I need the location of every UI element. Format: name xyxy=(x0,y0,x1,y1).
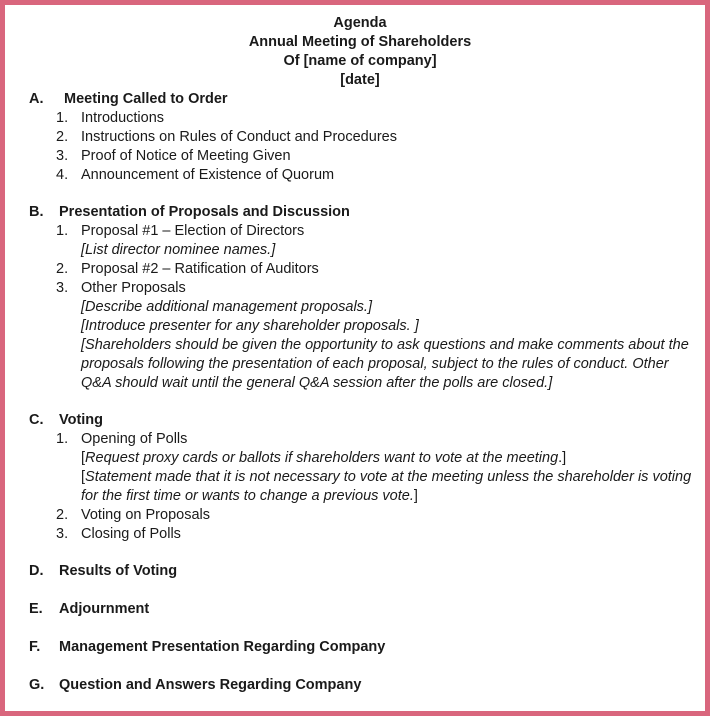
agenda-note xyxy=(81,487,418,506)
item-number: 1. xyxy=(56,110,69,126)
agenda-item: Announcement of Existence of Quorum xyxy=(81,167,335,183)
company-name: Of [name of company] xyxy=(283,53,437,69)
agenda-item: Instructions on Rules of Conduct and Procedures xyxy=(81,129,397,145)
agenda-note xyxy=(81,468,691,487)
agenda-item: Proposal #1 – Election of Directors xyxy=(81,223,305,239)
section-g-letter: G. xyxy=(29,677,45,693)
section-a-letter: A. xyxy=(29,91,44,107)
agenda-note: [Shareholders should be given the opportunity to ask questions and make comments about the xyxy=(81,337,689,353)
item-number: 3. xyxy=(56,148,69,164)
note-bracket-close: ] xyxy=(413,488,418,504)
section-f-title: Management Presentation Regarding Company xyxy=(59,639,386,655)
item-number: 1. xyxy=(56,223,69,239)
section-e-title: Adjournment xyxy=(59,601,150,617)
note-bracket-open: [ xyxy=(81,450,86,466)
section-d-letter: D. xyxy=(29,563,44,579)
agenda-document xyxy=(11,11,709,715)
item-number: 1. xyxy=(56,431,69,447)
agenda-item: Closing of Polls xyxy=(81,526,181,542)
agenda-note: [Introduce presenter for any shareholder proposals. ] xyxy=(81,318,419,334)
section-e-letter: E. xyxy=(29,601,43,617)
section-f-letter: F. xyxy=(29,639,41,655)
item-number: 3. xyxy=(56,280,69,296)
note-text: Request proxy cards or ballots if shareholders want to vote at the meeting xyxy=(85,450,559,466)
item-number: 2. xyxy=(56,129,69,145)
agenda-item: Voting on Proposals xyxy=(81,507,210,523)
item-number: 2. xyxy=(56,507,69,523)
section-a-title: Meeting Called to Order xyxy=(64,91,228,107)
note-bracket-open: [ xyxy=(81,469,86,485)
section-g-title: Question and Answers Regarding Company xyxy=(59,677,362,693)
note-text: Statement made that it is not necessary to vote at the meeting unless the shareholder is voting xyxy=(85,469,692,485)
agenda-item: Proposal #2 – Ratification of Auditors xyxy=(81,261,319,277)
item-number: 3. xyxy=(56,526,69,542)
section-b-title: Presentation of Proposals and Discussion xyxy=(59,204,350,220)
agenda-note: proposals following the presentation of each proposal, subject to the rules of conduct. Other xyxy=(81,356,669,372)
item-number: 4. xyxy=(56,167,69,183)
agenda-note xyxy=(81,449,566,468)
doc-subtitle: Annual Meeting of Shareholders xyxy=(248,34,472,50)
section-b-letter: B. xyxy=(29,204,44,220)
doc-title: Agenda xyxy=(333,15,387,31)
meeting-date: [date] xyxy=(340,72,380,88)
agenda-note: Q&A should wait until the general Q&A session after the polls are closed.] xyxy=(81,375,553,391)
section-d-title: Results of Voting xyxy=(59,563,178,579)
section-c-letter: C. xyxy=(29,412,44,428)
section-c-title: Voting xyxy=(59,412,104,428)
agenda-item: Introductions xyxy=(81,110,165,126)
note-text: for the first time or wants to change a previous vote. xyxy=(81,488,414,504)
agenda-note: [Describe additional management proposals.] xyxy=(81,299,372,315)
item-number: 2. xyxy=(56,261,69,277)
note-bracket-close: .] xyxy=(558,450,567,466)
agenda-note: [List director nominee names.] xyxy=(81,242,276,258)
agenda-item: Other Proposals xyxy=(81,280,186,296)
agenda-item: Proof of Notice of Meeting Given xyxy=(81,148,291,164)
agenda-item: Opening of Polls xyxy=(81,431,188,447)
